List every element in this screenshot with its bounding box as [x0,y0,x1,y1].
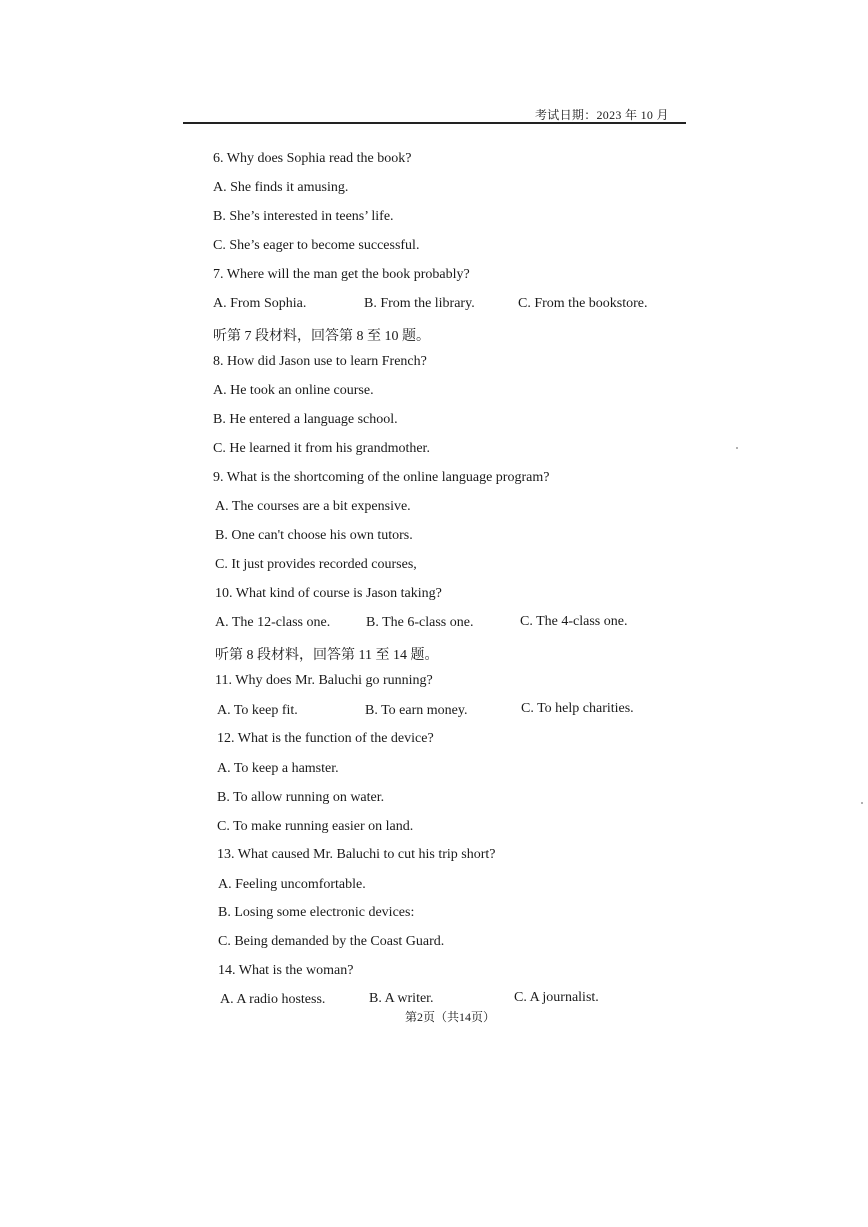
question-8-option-c: C. He learned it from his grandmother. [213,441,430,456]
question-9-option-a: A. The courses are a bit expensive. [215,499,411,514]
question-10-stem: 10. What kind of course is Jason taking? [215,586,442,601]
question-7-option-c: C. From the bookstore. [518,296,648,311]
question-9-option-b: B. One can't choose his own tutors. [215,528,413,543]
question-6-option-b: B. She’s interested in teens’ life. [213,209,394,224]
question-11-stem: 11. Why does Mr. Baluchi go running? [215,673,433,688]
scan-speck [861,802,863,804]
question-9-option-c: C. It just provides recorded courses, [215,557,417,572]
question-8-option-a: A. He took an online course. [213,383,374,398]
question-11-option-c: C. To help charities. [521,701,634,716]
page-footer: 第2页（共14页） [405,1010,496,1024]
question-7-option-a: A. From Sophia. [213,296,307,311]
question-12-option-a: A. To keep a hamster. [217,761,339,776]
question-10-option-a: A. The 12-class one. [215,615,331,630]
question-7-option-b: B. From the library. [364,296,475,311]
header-rule [183,122,686,124]
question-13-option-b: B. Losing some electronic devices: [218,905,415,920]
question-10-option-c: C. The 4-class one. [520,614,628,629]
question-12-option-b: B. To allow running on water. [217,790,385,805]
question-11-option-b: B. To earn money. [365,703,468,718]
question-6-option-a: A. She finds it amusing. [213,180,349,195]
question-10-option-b: B. The 6-class one. [366,615,474,630]
section-7-instruction: 听第 7 段材料，回答第 8 至 10 题。 [213,329,430,344]
question-6-option-c: C. She’s eager to become successful. [213,238,420,253]
question-12-stem: 12. What is the function of the device? [217,731,434,746]
question-8-option-b: B. He entered a language school. [213,412,398,427]
question-13-option-a: A. Feeling uncomfortable. [218,877,366,892]
question-14-stem: 14. What is the woman? [218,963,354,978]
section-8-instruction: 听第 8 段材料，回答第 11 至 14 题。 [215,648,439,663]
question-13-stem: 13. What caused Mr. Baluchi to cut his trip short? [217,847,496,862]
question-13-option-c: C. Being demanded by the Coast Guard. [218,934,445,949]
question-14-option-b: B. A writer. [369,991,434,1006]
question-9-stem: 9. What is the shortcoming of the online language program? [213,470,550,485]
question-14-option-a: A. A radio hostess. [220,992,326,1007]
question-6-stem: 6. Why does Sophia read the book? [213,151,412,166]
question-11-option-a: A. To keep fit. [217,703,298,718]
question-12-option-c: C. To make running easier on land. [217,819,414,834]
exam-date: 考试日期：2023 年 10 月 [535,108,669,122]
question-14-option-c: C. A journalist. [514,990,599,1005]
question-7-stem: 7. Where will the man get the book probably? [213,267,470,282]
question-8-stem: 8. How did Jason use to learn French? [213,354,427,369]
scan-speck [736,447,738,449]
